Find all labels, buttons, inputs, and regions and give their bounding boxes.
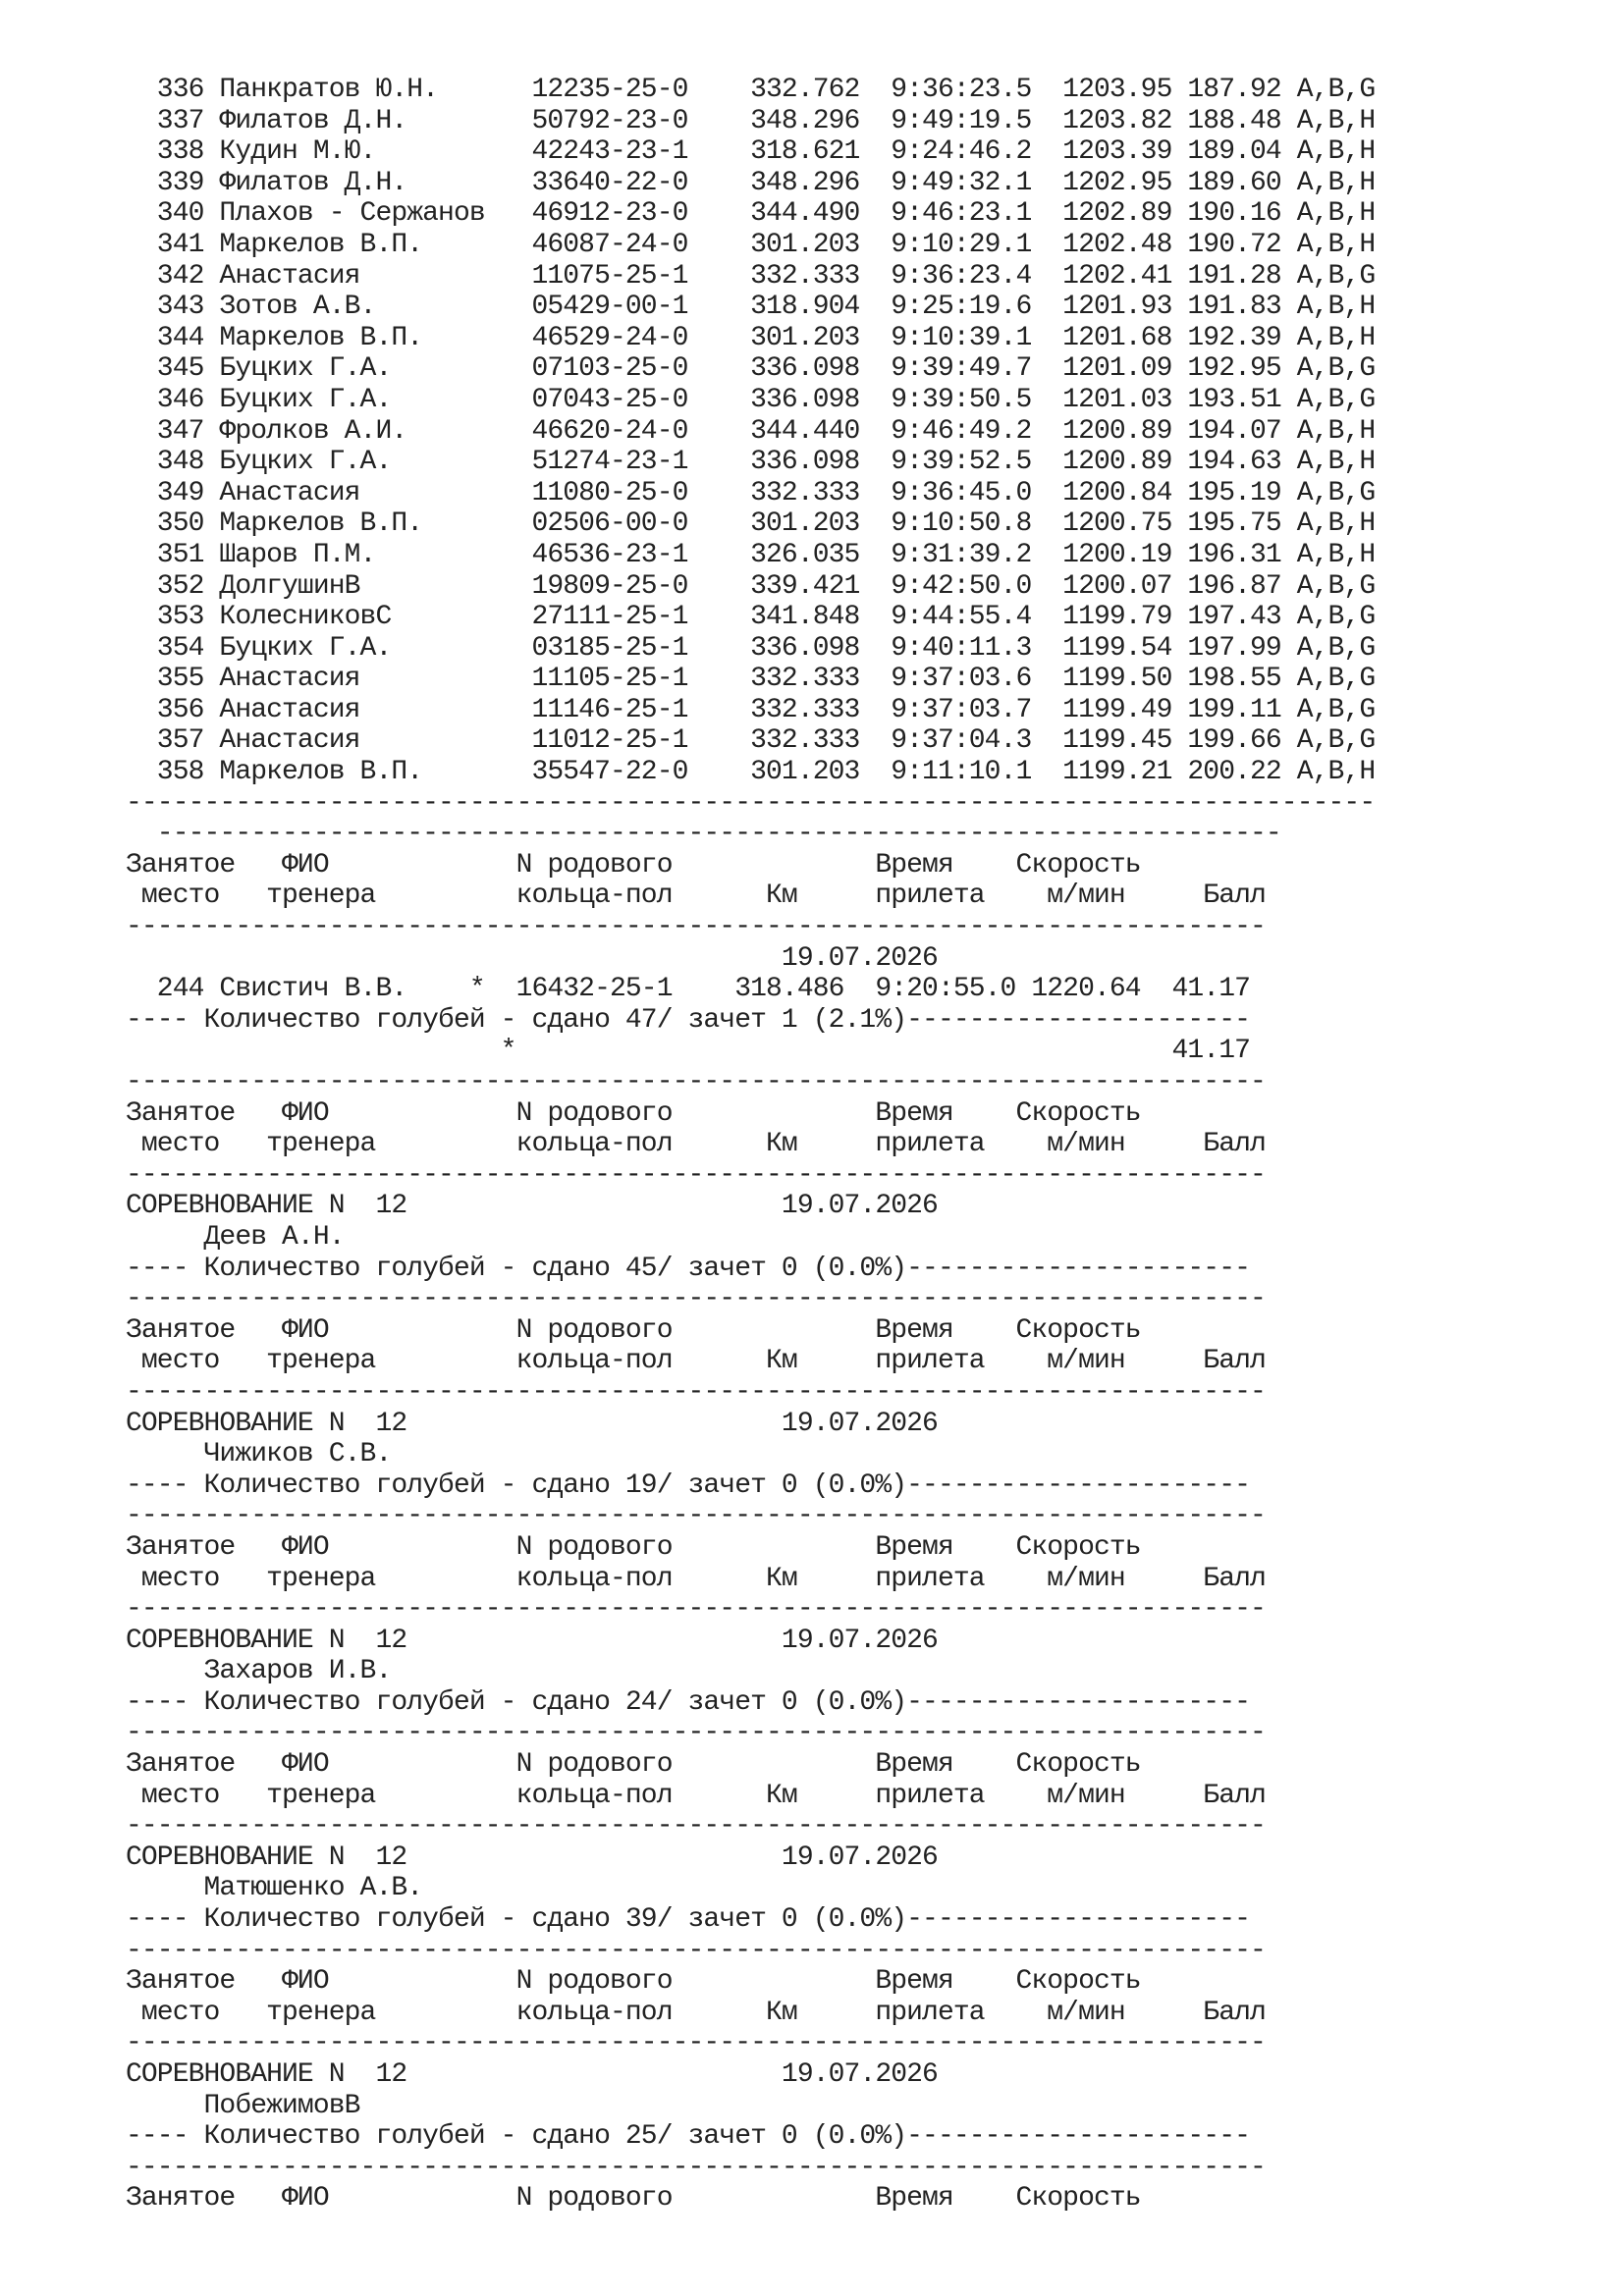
competition-header: СОРЕВНОВАНИЕ N 12 19.07.2026 bbox=[126, 2059, 938, 2090]
column-header: место тренера кольца-пол Км прилета м/мин Балл bbox=[126, 1346, 1266, 1377]
column-header: Занятое ФИО N родового Время Скорость bbox=[126, 1097, 1141, 1129]
result-row: 340 Плахов - Сержанов 46912-23-0 344.490 9:46:23.1 1202.89 190.16 A,B,H bbox=[126, 198, 1376, 230]
column-header: Занятое ФИО N родового Время Скорость bbox=[126, 1966, 1141, 1998]
results-report bbox=[126, 75, 1375, 2215]
separator-line: ------------------------------------------------------------------------- bbox=[126, 1376, 1266, 1408]
summary-line: ---- Количество голубей - сдано 19/ зачет 0 (0.0%)---------------------- bbox=[126, 1469, 1250, 1501]
result-row: 349 Анастасия 11080-25-0 332.333 9:36:45.0 1200.84 195.19 A,B,G bbox=[126, 477, 1376, 508]
result-row: 244 Свистич В.В. * 16432-25-1 318.486 9:20:55.0 1220.64 41.17 bbox=[126, 974, 1250, 1005]
summary-line: ---- Количество голубей - сдано 39/ зачет 0 (0.0%)---------------------- bbox=[126, 1904, 1250, 1936]
separator-line: ------------------------------------------------------------------------- bbox=[126, 2152, 1266, 2183]
separator-line: ------------------------------------------------------------------------- bbox=[126, 1067, 1266, 1097]
column-header: Занятое ФИО N родового Время Скорость bbox=[126, 1531, 1141, 1563]
result-row: 358 Маркелов В.П. 35547-22-0 301.203 9:11:10.1 1199.21 200.22 A,B,H bbox=[126, 757, 1376, 788]
result-row: 350 Маркелов В.П. 02506-00-0 301.203 9:10:50.8 1200.75 195.75 A,B,H bbox=[126, 508, 1376, 540]
summary-line: ---- Количество голубей - сдано 47/ зачет 1 (2.1%)---------------------- bbox=[126, 1004, 1250, 1036]
date-line: 19.07.2026 bbox=[126, 942, 938, 974]
result-row: 346 Буцких Г.А. 07043-25-0 336.098 9:39:50.5 1201.03 193.51 A,B,G bbox=[126, 384, 1376, 415]
column-header: Занятое ФИО N родового Время Скорость bbox=[126, 1314, 1141, 1346]
summary-line: ---- Количество голубей - сдано 25/ зачет 0 (0.0%)---------------------- bbox=[126, 2121, 1250, 2153]
result-row: 352 ДолгушинВ 19809-25-0 339.421 9:42:50.0 1200.07 196.87 A,B,G bbox=[126, 570, 1376, 602]
separator-line: ------------------------------------------------------------------------- bbox=[126, 1284, 1266, 1315]
result-row: 348 Буцких Г.А. 51274-23-1 336.098 9:39:52.5 1200.89 194.63 A,B,H bbox=[126, 447, 1376, 478]
result-row: 344 Маркелов В.П. 46529-24-0 301.203 9:10:39.1 1201.68 192.39 A,B,H bbox=[126, 322, 1376, 353]
result-row: 345 Буцких Г.А. 07103-25-0 336.098 9:39:49.7 1201.09 192.95 A,B,G bbox=[126, 353, 1376, 385]
result-row: 338 Кудин М.Ю. 42243-23-1 318.621 9:24:46.2 1203.39 189.04 A,B,H bbox=[126, 136, 1376, 168]
column-header: место тренера кольца-пол Км прилета м/мин Балл bbox=[126, 1563, 1266, 1594]
result-row: 341 Маркелов В.П. 46087-24-0 301.203 9:10:29.1 1202.48 190.72 A,B,H bbox=[126, 229, 1376, 260]
summary-line: ---- Количество голубей - сдано 45/ зачет 0 (0.0%)---------------------- bbox=[126, 1253, 1250, 1284]
column-header: Занятое ФИО N родового Время Скорость bbox=[126, 2183, 1141, 2215]
trainer-name: Деев А.Н. bbox=[126, 1221, 345, 1253]
trainer-name: Чижиков С.В. bbox=[126, 1439, 392, 1470]
result-row: 336 Панкратов Ю.Н. 12235-25-0 332.762 9:36:23.5 1203.95 187.92 A,B,G bbox=[126, 75, 1376, 105]
competition-header: СОРЕВНОВАНИЕ N 12 19.07.2026 bbox=[126, 1625, 938, 1656]
column-header: место тренера кольца-пол Км прилета м/мин Балл bbox=[126, 1129, 1266, 1160]
competition-header: СОРЕВНОВАНИЕ N 12 19.07.2026 bbox=[126, 1191, 938, 1222]
competition-header: СОРЕВНОВАНИЕ N 12 19.07.2026 bbox=[126, 1408, 938, 1439]
result-row: 351 Шаров П.М. 46536-23-1 326.035 9:31:39.2 1200.19 196.31 A,B,H bbox=[126, 539, 1376, 570]
result-row: 343 Зотов А.В. 05429-00-1 318.904 9:25:19.6 1201.93 191.83 A,B,H bbox=[126, 292, 1376, 323]
separator-line: ------------------------------------------------------------------------- bbox=[126, 1594, 1266, 1626]
separator-line: ------------------------------------------------------------------------- bbox=[126, 1718, 1266, 1749]
result-row: 339 Филатов Д.Н. 33640-22-0 348.296 9:49:32.1 1202.95 189.60 A,B,H bbox=[126, 167, 1376, 198]
separator-line: ------------------------------------------------------------------------ bbox=[126, 819, 1281, 850]
result-row: 357 Анастасия 11012-25-1 332.333 9:37:04.3 1199.45 199.66 A,B,G bbox=[126, 725, 1376, 757]
column-header: Занятое ФИО N родового Время Скорость bbox=[126, 849, 1141, 881]
result-row: 337 Филатов Д.Н. 50792-23-0 348.296 9:49:19.5 1203.82 188.48 A,B,H bbox=[126, 105, 1376, 136]
separator-line: ------------------------------------------------------------------------- bbox=[126, 1935, 1266, 1966]
summary-line: ---- Количество голубей - сдано 24/ зачет 0 (0.0%)---------------------- bbox=[126, 1686, 1250, 1718]
competition-header: СОРЕВНОВАНИЕ N 12 19.07.2026 bbox=[126, 1842, 938, 1873]
separator-line: ------------------------------------------------------------------------- bbox=[126, 1501, 1266, 1532]
separator-line: ------------------------------------------------------------------------- bbox=[126, 1159, 1266, 1191]
column-header: место тренера кольца-пол Км прилета м/мин Балл bbox=[126, 1780, 1266, 1811]
column-header: Занятое ФИО N родового Время Скорость bbox=[126, 1749, 1141, 1781]
result-row: 342 Анастасия 11075-25-1 332.333 9:36:23.4 1202.41 191.28 A,B,G bbox=[126, 260, 1376, 292]
result-row: 347 Фролков А.И. 46620-24-0 344.440 9:46:49.2 1200.89 194.07 A,B,H bbox=[126, 415, 1376, 447]
column-header: место тренера кольца-пол Км прилета м/мин Балл bbox=[126, 881, 1266, 912]
result-row: 355 Анастасия 11105-25-1 332.333 9:37:03.6 1199.50 198.55 A,B,G bbox=[126, 664, 1376, 695]
column-header: место тренера кольца-пол Км прилета м/мин Балл bbox=[126, 1997, 1266, 2028]
trainer-name: ПобежимовВ bbox=[126, 2090, 360, 2121]
separator-line: ------------------------------------------------------------------------- bbox=[126, 1811, 1266, 1842]
separator-line: -------------------------------------------------------------------------------- bbox=[126, 787, 1376, 819]
trainer-name: Захаров И.В. bbox=[126, 1656, 392, 1687]
result-row: 353 КолесниковС 27111-25-1 341.848 9:44:55.4 1199.79 197.43 A,B,G bbox=[126, 602, 1376, 633]
result-row: 354 Буцких Г.А. 03185-25-1 336.098 9:40:11.3 1199.54 197.99 A,B,G bbox=[126, 632, 1376, 664]
result-row: 356 Анастасия 11146-25-1 332.333 9:37:03.7 1199.49 199.11 A,B,G bbox=[126, 694, 1376, 725]
separator-line: ------------------------------------------------------------------------- bbox=[126, 2028, 1266, 2059]
score-total-line: * 41.17 bbox=[126, 1036, 1250, 1067]
trainer-name: Матюшенко А.В. bbox=[126, 1873, 423, 1904]
separator-line: ------------------------------------------------------------------------- bbox=[126, 912, 1266, 943]
